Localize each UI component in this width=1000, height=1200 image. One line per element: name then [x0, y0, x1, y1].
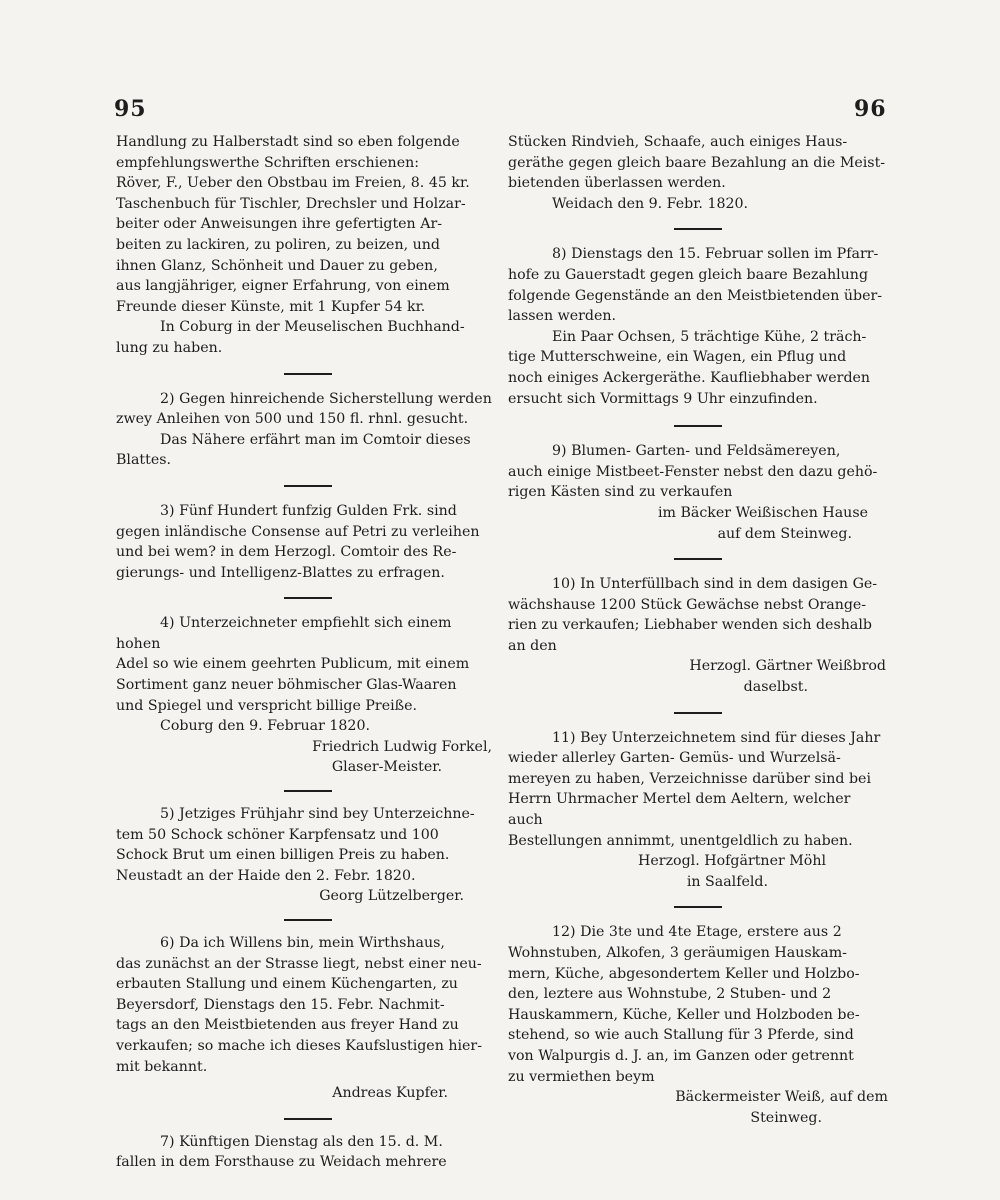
separator-rule — [284, 485, 332, 487]
signature-place: im Bäcker Weißischen Hause — [657, 504, 868, 521]
page-number-right: 96 — [854, 96, 887, 122]
text-line: 10) In Unterfüllbach sind in dem dasigen Ge- — [552, 576, 878, 593]
signature-place: auf dem Steinweg. — [717, 525, 852, 542]
separator-rule — [674, 425, 722, 427]
text-line: erbauten Stallung und einem Küchengarten, zu — [116, 976, 458, 993]
text-line: gegen inländische Consense auf Petri zu verleihen — [116, 523, 480, 540]
notice-3 — [116, 501, 500, 583]
text-line: 4) Unterzeichneter empfiehlt sich einem hohen — [116, 615, 452, 652]
text-line: den, leztere aus Wohnstube, 2 Stuben- und 2 — [508, 986, 832, 1003]
right-column — [508, 132, 888, 1128]
notice-4 — [116, 613, 500, 778]
text-line: 8) Dienstags den 15. Februar sollen im Pfarr- — [552, 246, 879, 263]
text-line: mern, Küche, abgesondertem Keller und Holzbo- — [508, 965, 860, 982]
signature-name: Bäckermeister Weiß, auf dem — [675, 1089, 888, 1106]
notice-12 — [508, 922, 888, 1128]
text-line: 3) Fünf Hundert funfzig Gulden Frk. sind — [160, 502, 457, 519]
text-line: tem 50 Schock schöner Karpfensatz und 100 — [116, 826, 439, 843]
text-line: Handlung zu Halberstadt sind so eben folgende — [116, 134, 460, 150]
notice-5 — [116, 804, 500, 907]
notice-9 — [508, 441, 888, 544]
text-line: Das Nähere erfährt man im Comtoir dieses — [160, 431, 471, 448]
text-line: 7) Künftigen Dienstag als den 15. d. M. — [160, 1133, 443, 1150]
text-line: stehend, so wie auch Stallung für 3 Pferde, sind — [508, 1027, 854, 1044]
text-line: Sortiment ganz neuer böhmischer Glas-Waaren — [116, 677, 457, 694]
text-line: Weidach den 9. Febr. 1820. — [552, 195, 749, 212]
signature-place: daselbst. — [743, 679, 808, 696]
notice-2 — [116, 389, 500, 471]
text-line: Ein Paar Ochsen, 5 trächtige Kühe, 2 träch- — [552, 328, 867, 345]
notice-7-continued — [508, 132, 888, 214]
text-line: von Walpurgis d. J. an, im Ganzen oder getrennt — [508, 1047, 854, 1064]
separator-rule — [284, 919, 332, 921]
separator-rule — [674, 906, 722, 908]
signature-name: Georg Lützelberger. — [319, 888, 464, 905]
separator-rule — [284, 1118, 332, 1120]
text-line: 6) Da ich Willens bin, mein Wirthshaus, — [160, 935, 445, 951]
text-line: empfehlungswerthe Schriften erschienen: — [116, 154, 420, 171]
notice-6 — [116, 933, 500, 1104]
text-line: Coburg den 9. Februar 1820. — [160, 718, 370, 735]
text-line: geräthe gegen gleich baare Bezahlung an die Meist- — [508, 154, 886, 171]
text-line: Hauskammern, Küche, Keller und Holzboden be- — [508, 1006, 860, 1023]
text-line: tige Mutterschweine, ein Wagen, ein Pflug und — [508, 349, 847, 366]
text-line: Neustadt an der Haide den 2. Febr. 1820. — [116, 867, 416, 884]
text-line: wächshause 1200 Stück Gewächse nebst Orange- — [508, 596, 867, 613]
text-line: Wohnstuben, Alkofen, 3 geräumigen Hauskam- — [508, 945, 847, 961]
separator-rule — [284, 790, 332, 792]
text-line: Bestellungen annimmt, unentgeldlich zu haben. — [508, 832, 853, 849]
text-line: Taschenbuch für Tischler, Drechsler und Holzar- — [116, 195, 466, 212]
signature-place: Steinweg. — [750, 1109, 822, 1126]
text-line: Herrn Uhrmacher Mertel dem Aeltern, welcher auch — [508, 791, 851, 829]
text-line: beiten zu lackiren, zu poliren, zu beizen, und — [116, 236, 440, 253]
text-line: lung zu haben. — [116, 339, 223, 356]
text-line: zu vermiethen beym — [508, 1068, 655, 1085]
left-column — [116, 132, 500, 1173]
text-line: mereyen zu haben, Verzeichnisse darüber sind bei — [508, 770, 871, 787]
text-line: hofe zu Gauerstadt gegen gleich baare Bezahlung — [508, 266, 869, 283]
text-line: 12) Die 3te und 4te Etage, erstere aus 2 — [552, 924, 842, 941]
text-line: Röver, F., Ueber den Obstbau im Freien, 8. 45 kr. — [116, 175, 470, 192]
signature-name: Friedrich Ludwig Forkel, — [312, 738, 492, 755]
separator-rule — [284, 597, 332, 599]
signature-place: in Saalfeld. — [686, 873, 768, 890]
page-number-left: 95 — [114, 96, 147, 122]
text-line: Schock Brut um einen billigen Preis zu haben. — [116, 847, 450, 864]
notice-8 — [508, 244, 888, 409]
text-line: lassen werden. — [508, 308, 617, 325]
text-line: und bei wem? in dem Herzogl. Comtoir des Re- — [116, 544, 457, 561]
text-line: auch einige Mistbeet-Fenster nebst den dazu gehö- — [508, 463, 878, 480]
text-line: bietenden überlassen werden. — [508, 175, 726, 192]
notice-11 — [508, 728, 888, 893]
text-line: tags an den Meistbietenden aus freyer Hand zu — [116, 1017, 459, 1034]
text-line: Beyersdorf, Dienstags den 15. Febr. Nachmit- — [116, 996, 445, 1013]
text-line: ihnen Glanz, Schönheit und Dauer zu geben, — [116, 257, 438, 274]
text-line: fallen in dem Forsthause zu Weidach mehrere — [116, 1154, 447, 1171]
text-line: 11) Bey Unterzeichnetem sind für dieses Jahr — [552, 729, 881, 746]
text-line: Stücken Rindvieh, Schaafe, auch einiges Haus- — [508, 134, 848, 150]
notice-1-continued — [116, 132, 500, 359]
separator-rule — [674, 558, 722, 560]
text-line: 5) Jetziges Frühjahr sind bey Unterzeichne- — [160, 806, 475, 823]
notice-7 — [116, 1132, 500, 1173]
text-line: rigen Kästen sind zu verkaufen — [508, 484, 733, 501]
text-line: Blattes. — [116, 452, 172, 469]
text-line: 9) Blumen- Garten- und Feldsämereyen, — [552, 443, 841, 460]
signature-name: Andreas Kupfer. — [332, 1085, 448, 1102]
text-line: verkaufen; so mache ich dieses Kaufslustigen hier- — [116, 1037, 483, 1054]
text-line: folgende Gegenstände an den Meistbietenden über- — [508, 287, 883, 304]
text-line: mit bekannt. — [116, 1058, 208, 1075]
text-line: rien zu verkaufen; Liebhaber wenden sich deshalb — [508, 617, 872, 634]
separator-rule — [674, 712, 722, 714]
text-line: gierungs- und Intelligenz-Blattes zu erfragen. — [116, 564, 445, 581]
text-line: zwey Anleihen von 500 und 150 fl. rhnl. gesucht. — [116, 411, 469, 428]
signature-name: Herzogl. Gärtner Weißbrod — [689, 658, 886, 675]
separator-rule — [674, 228, 722, 230]
text-line: In Coburg in der Meuselischen Buchhand- — [160, 319, 465, 336]
text-line: Freunde dieser Künste, mit 1 Kupfer 54 kr. — [116, 298, 426, 315]
text-line: beiter oder Anweisungen ihre gefertigten Ar- — [116, 216, 443, 233]
text-line: 2) Gegen hinreichende Sicherstellung werden — [160, 390, 492, 407]
signature-name: Herzogl. Hofgärtner Möhl — [638, 853, 826, 870]
notice-10 — [508, 574, 888, 698]
text-line: ersucht sich Vormittags 9 Uhr einzufinden. — [508, 390, 818, 407]
text-line: aus langjähriger, eigner Erfahrung, von einem — [116, 278, 450, 295]
text-line: Adel so wie einem geehrten Publicum, mit einem — [116, 656, 470, 673]
signature-title: Glaser-Meister. — [331, 759, 442, 776]
separator-rule — [284, 373, 332, 375]
text-line: wieder allerley Garten- Gemüs- und Wurzelsä- — [508, 750, 841, 767]
text-line: und Spiegel und verspricht billige Preiße. — [116, 697, 418, 714]
text-line: noch einiges Ackergeräthe. Kaufliebhaber werden — [508, 369, 871, 386]
text-line: das zunächst an der Strasse liegt, nebst einer neu- — [116, 955, 482, 972]
text-line: an den — [508, 637, 557, 654]
